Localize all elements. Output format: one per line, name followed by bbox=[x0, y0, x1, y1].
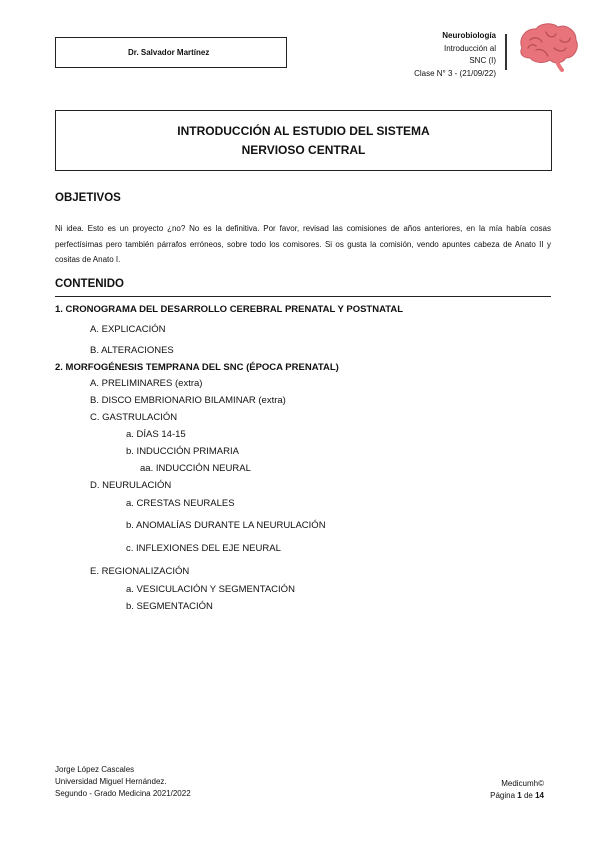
objectives-heading: OBJETIVOS bbox=[55, 192, 121, 204]
topic-line-1: Introducción al bbox=[443, 43, 496, 53]
footer-credits bbox=[55, 764, 191, 800]
brain-icon bbox=[516, 22, 580, 72]
toc-item-2c-b: b. INDUCCIÓN PRIMARIA bbox=[126, 446, 239, 457]
author-box bbox=[55, 37, 287, 68]
toc-item-2a: A. PRELIMINARES (extra) bbox=[90, 378, 203, 389]
toc-item-2b: B. DISCO EMBRIONARIO BILAMINAR (extra) bbox=[90, 395, 286, 406]
toc-item-2d: D. NEURULACIÓN bbox=[90, 480, 172, 491]
page-number: Página 1 de 14 bbox=[490, 791, 544, 800]
toc-item-2d-c: c. INFLEXIONES DEL EJE NEURAL bbox=[126, 543, 281, 554]
title-line-1: INTRODUCCIÓN AL ESTUDIO DEL SISTEMA bbox=[177, 123, 430, 138]
document-title bbox=[55, 110, 552, 171]
footer-name: Jorge López Cascales bbox=[55, 765, 135, 774]
toc-item-1a: A. EXPLICACIÓN bbox=[90, 324, 166, 335]
toc-item-2e-b: b. SEGMENTACIÓN bbox=[126, 601, 213, 612]
footer-brand: Medicumh© bbox=[501, 779, 544, 788]
toc-item-1: 1. CRONOGRAMA DEL DESARROLLO CEREBRAL PRENATAL Y POSTNATAL bbox=[55, 304, 404, 315]
footer-course: Segundo - Grado Medicina 2021/2022 bbox=[55, 789, 191, 798]
toc-item-2e-a: a. VESICULACIÓN Y SEGMENTACIÓN bbox=[126, 584, 295, 595]
toc-item-2c-b-aa: aa. INDUCCIÓN NEURAL bbox=[140, 463, 251, 474]
toc-item-2c: C. GASTRULACIÓN bbox=[90, 412, 178, 423]
content-divider bbox=[55, 296, 551, 297]
author-name: Dr. Salvador Martínez bbox=[128, 48, 210, 57]
title-line-2: NERVIOSO CENTRAL bbox=[241, 142, 366, 157]
toc-item-1b: B. ALTERACIONES bbox=[90, 345, 174, 356]
toc-item-2d-b: b. ANOMALÍAS DURANTE LA NEURULACIÓN bbox=[126, 520, 326, 531]
class-header bbox=[414, 30, 496, 80]
footer-university: Universidad Miguel Hernández. bbox=[55, 777, 167, 786]
toc-item-2c-a: a. DÍAS 14-15 bbox=[126, 429, 186, 440]
objectives-text: Ni idea. Esto es un proyecto ¿no? No es la definitiva. Por favor, revisad las comisiones de años anteriores, en la mía había cosas perfectísimas pero también párrafos erróneos, sobre todo los comisores. Si os gusta la comisión, vendo apuntes cabeza de Anato II y cositas de Anato I. bbox=[55, 224, 551, 264]
footer-page-info bbox=[490, 778, 544, 802]
subject-label: Neurobiología bbox=[442, 31, 496, 40]
class-info: Clase N° 3 - (21/09/22) bbox=[414, 68, 496, 78]
toc-item-2: 2. MORFOGÉNESIS TEMPRANA DEL SNC (ÉPOCA PRENATAL) bbox=[55, 362, 339, 373]
content-heading: CONTENIDO bbox=[55, 278, 124, 290]
toc-item-2e: E. REGIONALIZACIÓN bbox=[90, 566, 190, 577]
header-divider bbox=[505, 34, 507, 70]
toc-item-2d-a: a. CRESTAS NEURALES bbox=[126, 498, 235, 509]
topic-line-2: SNC (I) bbox=[469, 56, 496, 65]
